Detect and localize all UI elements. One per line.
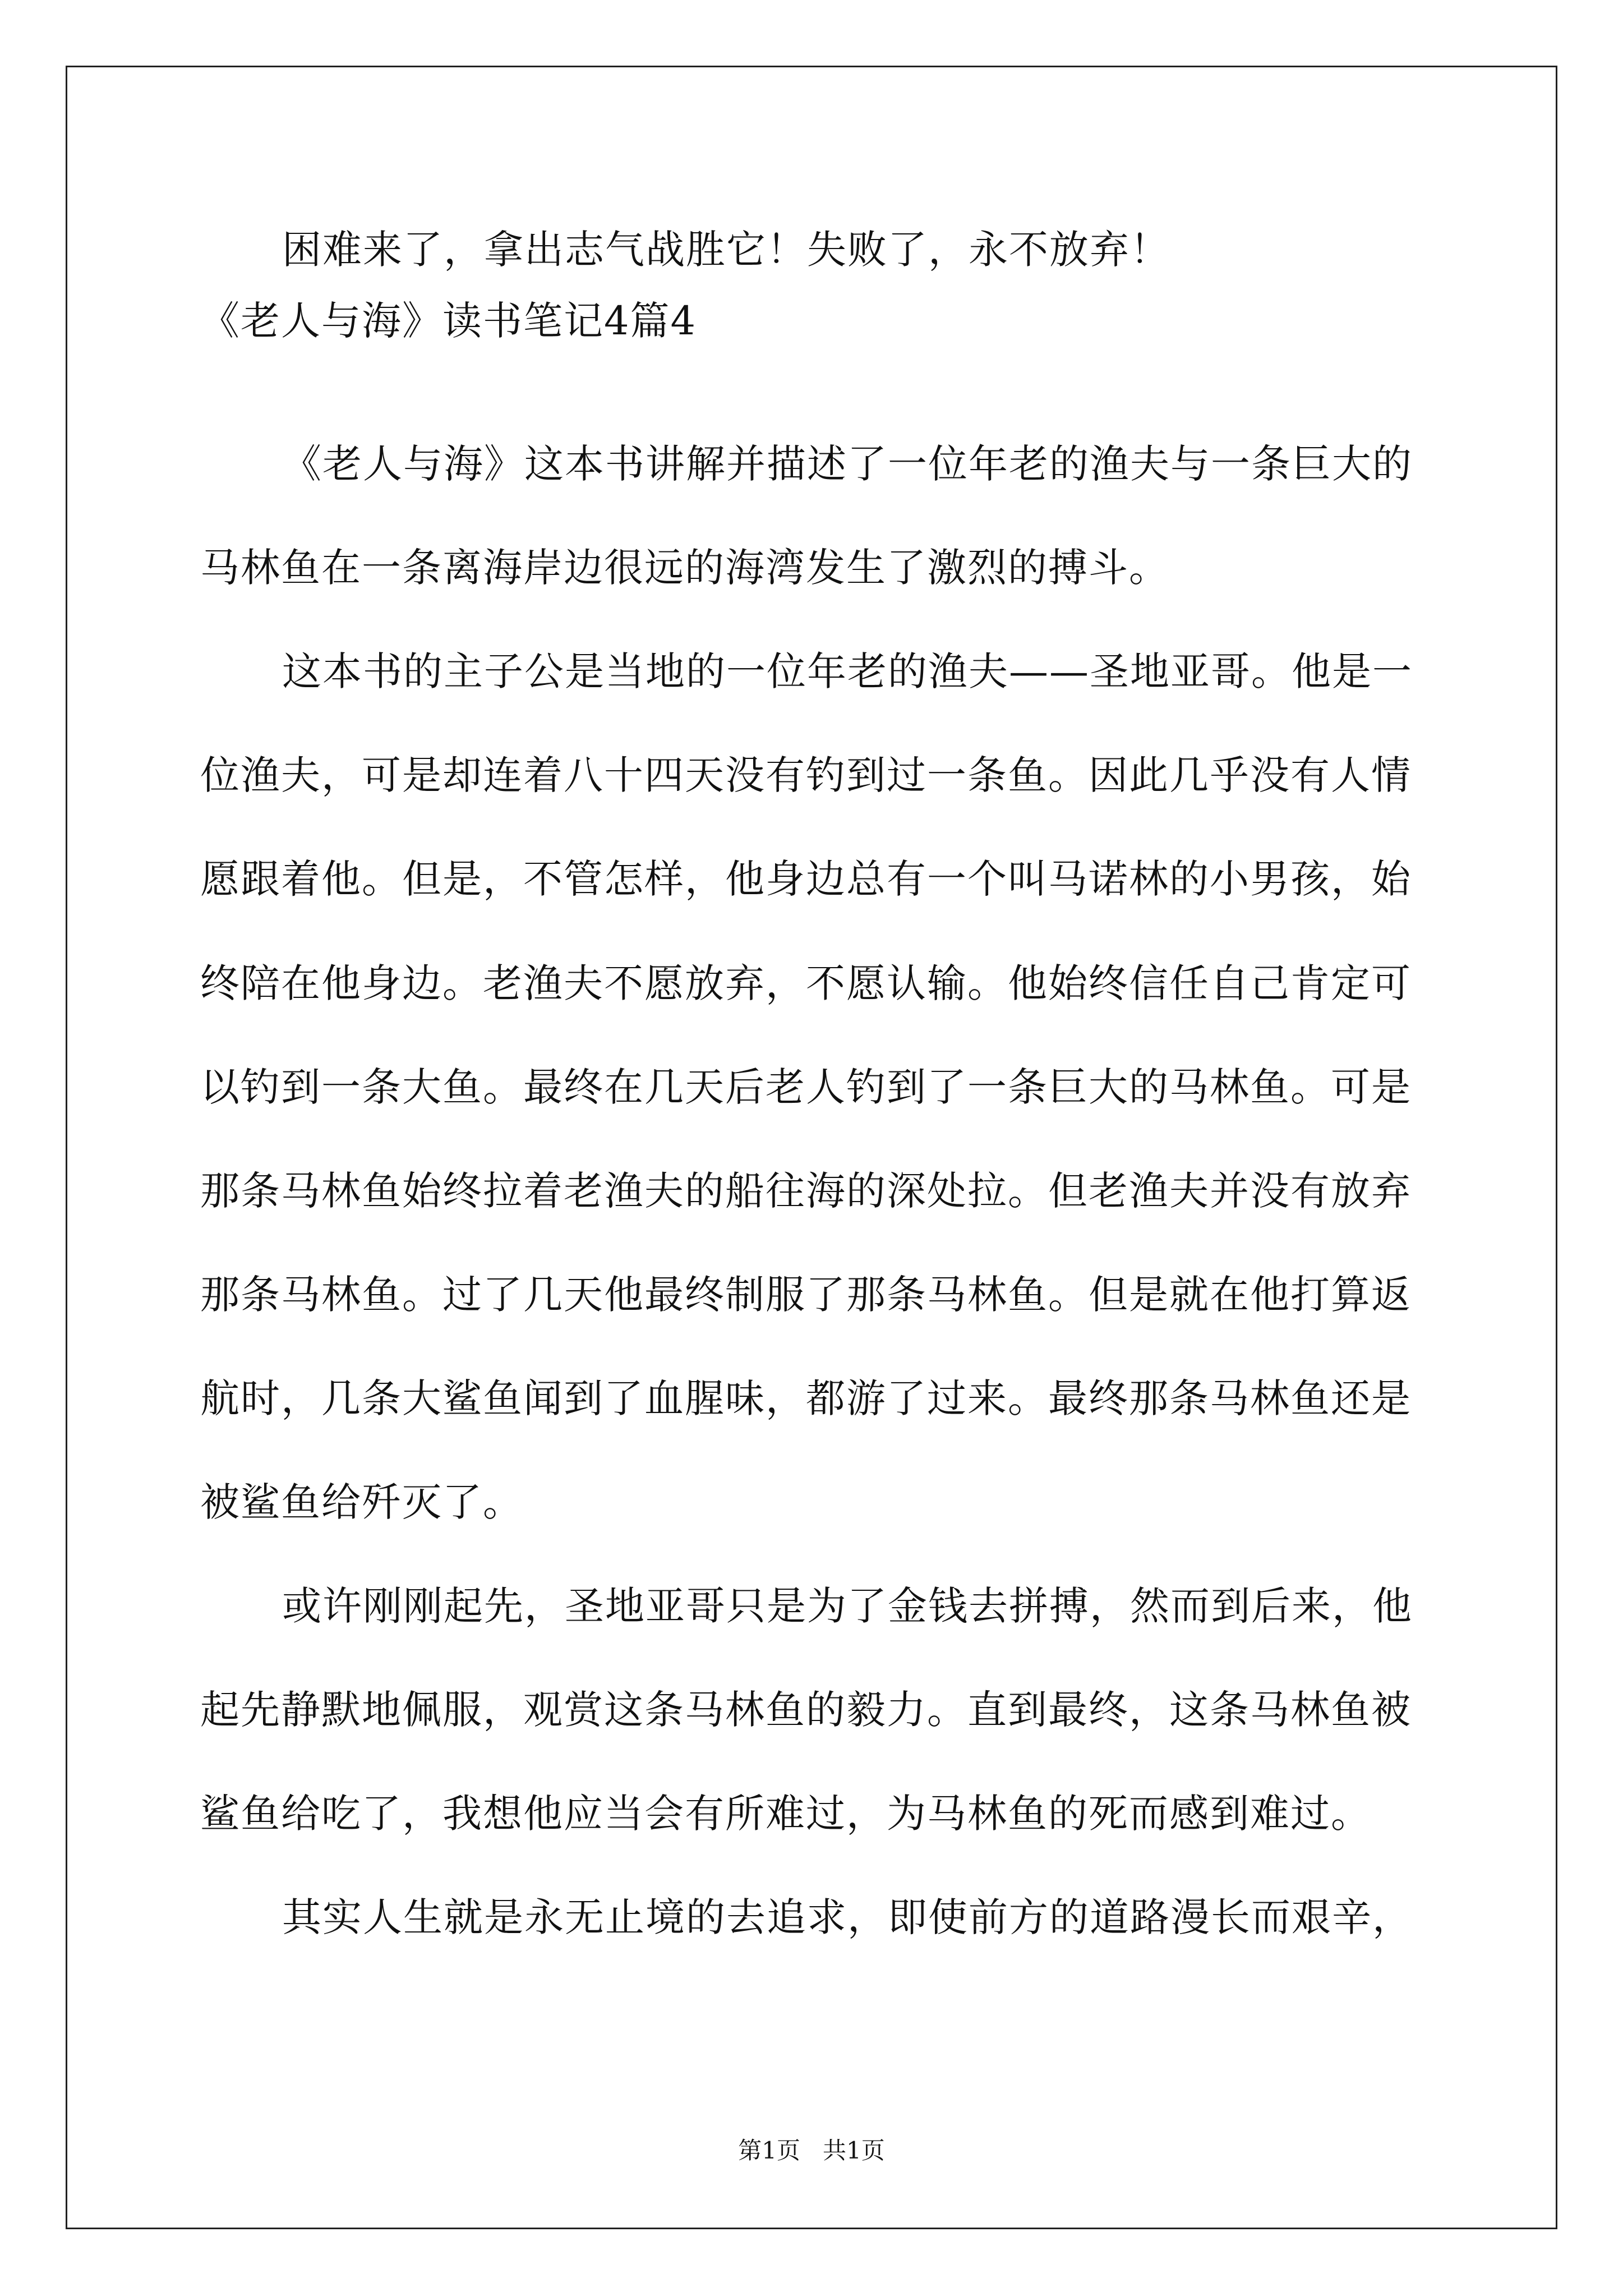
text-line: 这本书的主子公是当地的一位年老的渔夫——圣地亚哥。他是一 [282, 648, 1413, 694]
section-heading: 《老人与海》读书笔记4篇4 [200, 298, 697, 344]
text-line: 《老人与海》这本书讲解并描述了一位年老的渔夫与一条巨大的 [282, 441, 1413, 487]
text-line: 那条马林鱼。过了几天他最终制服了那条马林鱼。但是就在他打算返 [200, 1272, 1412, 1318]
text-line: 起先静默地佩服，观赏这条马林鱼的毅力。直到最终，这条马林鱼被 [200, 1687, 1412, 1733]
text-line: 以钓到一条大鱼。最终在几天后老人钓到了一条巨大的马林鱼。可是 [200, 1064, 1412, 1110]
text-line: 鲨鱼给吃了，我想他应当会有所难过，为马林鱼的死而感到难过。 [200, 1791, 1371, 1837]
text-line: 被鲨鱼给歼灭了。 [200, 1479, 523, 1525]
text-line: 航时，几条大鲨鱼闻到了血腥味，都游了过来。最终那条马林鱼还是 [200, 1375, 1412, 1421]
text-line: 困难来了，拿出志气战胜它！失败了，永不放弃！ [282, 227, 1170, 273]
text-line: 终陪在他身边。老渔夫不愿放弃，不愿认输。他始终信任自己肯定可 [200, 960, 1412, 1006]
page-footer: 第1页 共1页 [738, 2137, 885, 2164]
text-line: 位渔夫，可是却连着八十四天没有钓到过一条鱼。因此几乎没有人情 [200, 752, 1412, 798]
text-line: 马林鱼在一条离海岸边很远的海湾发生了激烈的搏斗。 [200, 545, 1169, 591]
text-line: 那条马林鱼始终拉着老渔夫的船往海的深处拉。但老渔夫并没有放弃 [200, 1168, 1412, 1214]
text-line: 或许刚刚起先，圣地亚哥只是为了金钱去拼搏，然而到后来，他 [282, 1583, 1413, 1629]
text-line: 其实人生就是永无止境的去追求，即使前方的道路漫长而艰辛， [282, 1894, 1413, 1940]
text-line: 愿跟着他。但是，不管怎样，他身边总有一个叫马诺林的小男孩，始 [200, 856, 1412, 902]
